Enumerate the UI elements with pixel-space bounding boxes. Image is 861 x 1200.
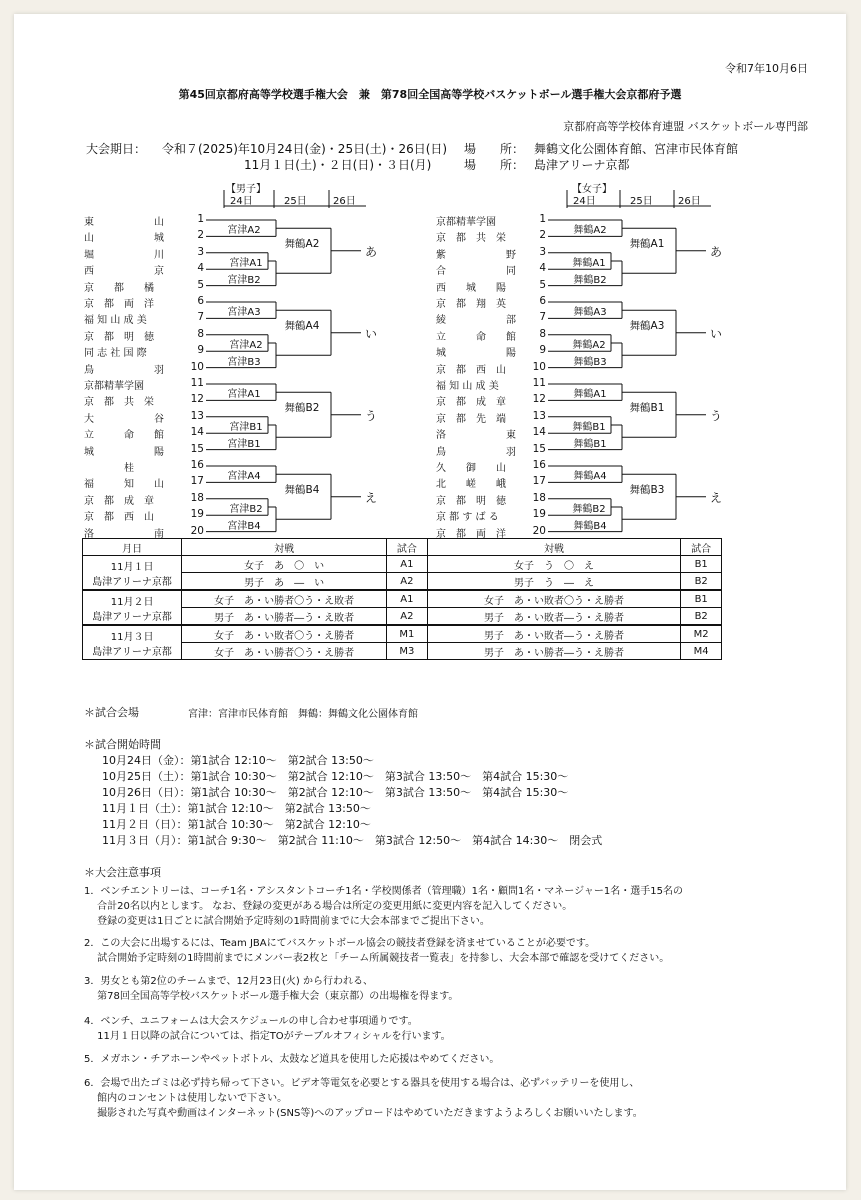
game-cell: A2 — [387, 608, 428, 626]
men-day-header: 24日 — [230, 196, 253, 207]
time-line: 11月３日（月）：第1試合 9:30～ 第2試合 11:10～ 第3試合 12:50～ 第4試合 14:30～ 閉会式 — [102, 834, 603, 847]
women-day-header: 26日 — [678, 196, 701, 207]
schedule-table — [82, 538, 722, 660]
women-seed-number: 9 — [539, 344, 546, 357]
men-r2-game: 宮津A1 — [227, 389, 261, 400]
match-cell: 男子 あ・い勝者―う・え勝者 — [427, 643, 681, 660]
men-r3-game: 舞鶴B2 — [284, 401, 320, 414]
men-seed-number: 17 — [190, 475, 204, 488]
men-seed-number: 5 — [197, 278, 204, 291]
women-team-name: 京 都 成 章 — [436, 397, 506, 409]
schedule-date-cell — [83, 625, 182, 660]
women-team-name: 京 都 共 栄 — [436, 233, 506, 245]
note-line: 登録の変更は1日ごとに試合開始予定時刻の1時間前までに大会本部までご提出下さい。 — [84, 916, 490, 927]
match-cell: 女子 あ・い敗者〇う・え勝者 — [427, 590, 681, 608]
women-seed-number: 15 — [532, 442, 546, 455]
women-bracket-label: 【女子】 — [572, 184, 612, 195]
note-2 — [84, 936, 669, 966]
men-r2-game: 宮津A4 — [227, 471, 261, 482]
women-r2-game: 舞鶴A1 — [573, 389, 607, 400]
match-cell: 女子 あ・い勝者〇う・え勝者 — [182, 643, 387, 660]
women-r1-game: 舞鶴A2 — [572, 339, 606, 351]
men-r1-game: 宮津B2 — [229, 503, 263, 515]
match-cell: 女子 う 〇 え — [427, 556, 681, 573]
men-day-header: 26日 — [333, 196, 356, 207]
match-cell: 男子 あ・い敗者―う・え勝者 — [427, 625, 681, 643]
women-team-name: 京 都 両 洋 — [436, 528, 506, 540]
women-seed-number: 7 — [539, 311, 546, 324]
women-bracket-lines — [14, 14, 846, 534]
women-r2-game: 舞鶴B1 — [573, 438, 607, 450]
men-bracket-label: 【男子】 — [226, 184, 266, 195]
match-cell: 男子 あ・い敗者―う・え勝者 — [427, 608, 681, 626]
note-4 — [84, 1014, 451, 1044]
women-r1-game: 舞鶴A1 — [572, 257, 606, 269]
note-line: 2．この大会に出場するには、Team JBAにてバスケットボール協会の競技者登録を済ませていることが必要です。 — [84, 938, 596, 949]
women-team-name: 京 都 翔 英 — [436, 299, 506, 310]
schedule-date-cell — [83, 590, 182, 625]
men-r2-game: 宮津B3 — [227, 356, 261, 368]
women-team-name: 京 都 明 徳 — [436, 495, 506, 507]
women-r2-game: 舞鶴A2 — [573, 225, 607, 236]
organizer: 京都府高等学校体育連盟 バスケットボール専門部 — [563, 120, 808, 133]
match-cell: 男子 う ― え — [427, 573, 681, 591]
men-r3-game: 舞鶴A2 — [284, 237, 320, 250]
men-team-name: 福 知 山 成 美 — [84, 315, 147, 327]
women-seed-number: 20 — [532, 524, 546, 537]
game-cell: B2 — [681, 573, 722, 591]
women-r1-game: 舞鶴B1 — [572, 421, 606, 433]
women-team-name: 京 都 西 山 — [436, 364, 506, 376]
note-line: 合計20名以内とします。 なお、登録の変更がある場合は所定の変更用紙に変更内容を記入してください。 — [84, 901, 573, 912]
time-line: 10月25日（土）：第1試合 10:30～ 第2試合 12:10～ 第3試合 13:50～ 第4試合 15:30～ — [102, 770, 569, 783]
time-line: 10月26日（日）：第1試合 10:30～ 第2試合 12:10～ 第3試合 13:50～ 第4試合 15:30～ — [102, 786, 569, 799]
women-seed-number: 19 — [532, 508, 546, 521]
women-seed-number: 6 — [539, 295, 546, 307]
document-page — [14, 14, 846, 1190]
women-seed-number: 16 — [532, 459, 546, 471]
men-team-name: 城 陽 — [84, 446, 164, 458]
game-cell: M3 — [387, 643, 428, 660]
venues-text: 宮津：宮津市民体育館 舞鶴：舞鶴文化公園体育館 — [188, 709, 418, 720]
note-line: 11月１日以降の試合については、指定TOがテーブルオフィシャルを行います。 — [84, 1031, 451, 1042]
venue-2: 島津アリーナ京都 — [534, 158, 630, 172]
women-seed-number: 14 — [532, 426, 546, 439]
match-cell: 男子 あ・い勝者―う・え敗者 — [182, 608, 387, 626]
period-line-1: 令和７(2025)年10月24日(金)・25日(土)・26日(日) — [162, 142, 448, 156]
men-team-name: 京 都 西 山 — [84, 512, 154, 524]
women-seed-number: 1 — [539, 213, 546, 225]
women-block-label: え — [709, 490, 722, 505]
women-seed-number: 17 — [532, 475, 546, 488]
women-r3-game: 舞鶴A1 — [629, 237, 665, 250]
men-seed-number: 16 — [190, 459, 204, 471]
men-r2-game: 宮津B1 — [227, 438, 261, 450]
note-6 — [84, 1076, 643, 1121]
note-5 — [84, 1052, 499, 1067]
men-team-name: 洛 南 — [84, 528, 164, 540]
note-line: 館内のコンセントは使用しないで下さい。 — [84, 1093, 288, 1104]
men-team-name: 東 山 — [84, 217, 164, 228]
schedule-venue: 島津アリーナ京都 — [92, 611, 172, 623]
schedule-date: 11月１日 — [110, 561, 154, 573]
venues-label: ＊試合会場 — [84, 706, 139, 719]
men-r2-game: 宮津B2 — [227, 274, 261, 286]
men-seed-number: 11 — [190, 377, 204, 389]
header-game-a: 試合 — [387, 539, 428, 556]
women-day-header: 25日 — [630, 196, 653, 207]
document-date: 令和7年10月6日 — [725, 62, 808, 75]
men-r3-game: 舞鶴B4 — [284, 483, 320, 496]
match-cell: 女子 あ・い勝者〇う・え敗者 — [182, 590, 387, 608]
women-block-label: う — [709, 408, 722, 423]
venue-label-2: 場 所： — [464, 158, 525, 172]
women-team-name: 洛 東 — [436, 430, 516, 442]
women-team-name: 綾 部 — [436, 315, 516, 327]
men-team-name: 山 城 — [84, 233, 164, 245]
women-r3-game: 舞鶴B1 — [629, 401, 665, 414]
men-seed-number: 10 — [190, 360, 204, 373]
men-team-name: 堀 川 — [84, 249, 164, 261]
header-date: 月日 — [83, 539, 182, 556]
men-block-label: え — [364, 490, 377, 505]
men-team-name: 鳥 羽 — [84, 364, 164, 376]
men-team-name: 同 志 社 国 際 — [84, 348, 147, 360]
women-team-name: 立 命 館 — [436, 331, 516, 343]
men-seed-number: 18 — [190, 491, 204, 504]
header-match-b: 対戦 — [427, 539, 681, 556]
men-team-name: 立 命 館 — [84, 430, 164, 442]
women-seed-number: 13 — [532, 409, 546, 422]
men-team-name: 京 都 共 栄 — [84, 397, 154, 409]
note-line: 4．ベンチ、ユニフォームは大会スケジュールの申し合わせ事項通りです。 — [84, 1016, 418, 1027]
women-team-name: 北 嵯 峨 — [436, 479, 506, 491]
match-cell: 男子 あ ― い — [182, 573, 387, 591]
men-team-name: 京 都 明 徳 — [84, 331, 154, 343]
note-line: 5．メガホン・チアホーンやペットボトル、太鼓など道具を使用した応援はやめてください。 — [84, 1054, 500, 1065]
game-cell: M4 — [681, 643, 722, 660]
men-seed-number: 15 — [190, 442, 204, 455]
women-team-name: 京都精華学園 — [436, 217, 496, 228]
men-seed-number: 8 — [197, 327, 204, 340]
schedule-venue: 島津アリーナ京都 — [92, 646, 172, 658]
women-r3-game: 舞鶴A3 — [629, 319, 665, 332]
note-line: 1．ベンチエントリーは、コーチ1名・アシスタントコーチ1名・学校関係者（管理職）1名・顧問1名・マネージャー1名・選手15名の — [84, 886, 683, 897]
men-block-label: う — [364, 408, 377, 423]
women-block-label: い — [709, 326, 722, 341]
times-label: ＊試合開始時間 — [84, 738, 161, 751]
men-seed-number: 1 — [197, 213, 204, 225]
schedule-date-cell — [83, 556, 182, 591]
game-cell: M1 — [387, 625, 428, 643]
note-line: 第78回全国高等学校バスケットボール選手権大会（東京都）の出場権を得ます。 — [84, 991, 459, 1002]
men-seed-number: 14 — [190, 426, 204, 439]
women-team-name: 京 都 す ば る — [436, 512, 499, 524]
schedule-venue: 島津アリーナ京都 — [92, 576, 172, 588]
women-seed-number: 8 — [539, 327, 546, 340]
women-team-name: 福 知 山 成 美 — [436, 381, 499, 392]
note-1 — [84, 884, 683, 929]
game-cell: A1 — [387, 556, 428, 573]
header-game-b: 試合 — [681, 539, 722, 556]
women-seed-number: 3 — [539, 245, 546, 258]
men-team-name: 大 谷 — [84, 413, 164, 425]
men-seed-number: 6 — [197, 295, 204, 307]
match-cell: 女子 あ 〇 い — [182, 556, 387, 573]
women-team-name: 城 陽 — [436, 348, 516, 360]
women-seed-number: 11 — [532, 377, 546, 389]
men-seed-number: 3 — [197, 245, 204, 258]
men-seed-number: 20 — [190, 524, 204, 537]
men-seed-number: 7 — [197, 311, 204, 324]
note-line: 6．会場で出たゴミは必ず持ち帰って下さい。ビデオ等電気を必要とする器具を使用する場合は、必ずバッテリーを使用し、 — [84, 1078, 640, 1089]
game-cell: B1 — [681, 590, 722, 608]
game-cell: B2 — [681, 608, 722, 626]
women-team-name: 合 同 — [436, 266, 516, 278]
note-line: 撮影された写真や動画はインターネット(SNS等)へのアップロードはやめていただきますようよろしくお願いいたします。 — [84, 1108, 643, 1119]
men-team-name: 福 知 山 — [84, 479, 164, 491]
women-seed-number: 4 — [539, 262, 546, 275]
time-line: 11月１日（土）：第1試合 12:10～ 第2試合 13:50～ — [102, 802, 371, 815]
men-block-label: い — [364, 326, 377, 341]
women-r2-game: 舞鶴A3 — [573, 307, 607, 318]
men-seed-number: 19 — [190, 508, 204, 521]
game-cell: M2 — [681, 625, 722, 643]
men-team-name: 京 都 両 洋 — [84, 299, 154, 310]
men-block-label: あ — [364, 244, 377, 259]
women-r2-game: 舞鶴B4 — [573, 520, 607, 532]
time-line: 11月２日（日）：第1試合 10:30～ 第2試合 12:10～ — [102, 818, 371, 831]
note-3 — [84, 974, 458, 1004]
schedule-row — [83, 625, 722, 643]
women-day-header: 24日 — [573, 196, 596, 207]
men-r1-game: 宮津B1 — [229, 421, 263, 433]
schedule-row — [83, 590, 722, 608]
women-r2-game: 舞鶴B3 — [573, 356, 607, 368]
men-team-name: 桂 — [84, 463, 134, 474]
men-r1-game: 宮津A2 — [229, 339, 263, 351]
men-team-name: 京 都 橘 — [84, 282, 154, 294]
schedule-row — [83, 556, 722, 573]
period-line-2: 11月１日(土)・２日(日)・３日(月) — [244, 158, 432, 172]
match-cell: 女子 あ・い敗者〇う・え勝者 — [182, 625, 387, 643]
men-seed-number: 13 — [190, 409, 204, 422]
women-team-name: 西 城 陽 — [436, 282, 506, 294]
men-seed-number: 2 — [197, 229, 204, 242]
game-cell: A2 — [387, 573, 428, 591]
women-team-name: 京 都 先 端 — [436, 413, 506, 425]
men-r2-game: 宮津A3 — [227, 307, 261, 318]
women-seed-number: 12 — [532, 393, 546, 406]
period-label: 大会期日： — [86, 142, 147, 156]
men-r2-game: 宮津B4 — [227, 520, 261, 532]
men-r1-game: 宮津A1 — [229, 257, 263, 269]
women-team-name: 紫 野 — [436, 249, 516, 261]
women-r2-game: 舞鶴B2 — [573, 274, 607, 286]
men-day-header: 25日 — [284, 196, 307, 207]
women-team-name: 久 御 山 — [436, 463, 506, 474]
women-seed-number: 18 — [532, 491, 546, 504]
men-seed-number: 4 — [197, 262, 204, 275]
document-title: 第45回京都府高等学校選手権大会 兼 第78回全国高等学校バスケットボール選手権大会京都府予選 — [178, 88, 682, 101]
men-r3-game: 舞鶴A4 — [284, 319, 320, 332]
game-cell: B1 — [681, 556, 722, 573]
men-seed-number: 9 — [197, 344, 204, 357]
men-team-name: 西 京 — [84, 266, 164, 278]
note-line: 試合開始予定時刻の1時間前までにメンバー表2枚と「チーム所属競技者一覧表」を持参し、大会本部で確認を受けてください。 — [84, 953, 670, 964]
women-r1-game: 舞鶴B2 — [572, 503, 606, 515]
women-seed-number: 10 — [532, 360, 546, 373]
men-r2-game: 宮津A2 — [227, 225, 261, 236]
schedule-date: 11月２日 — [110, 596, 154, 608]
women-block-label: あ — [709, 244, 722, 259]
women-seed-number: 5 — [539, 278, 546, 291]
game-cell: A1 — [387, 590, 428, 608]
venue-label-1: 場 所： — [464, 142, 525, 156]
note-line: 3．男女とも第2位のチームまで、12月23日(火) から行われる、 — [84, 976, 373, 987]
venue-1: 舞鶴文化公園体育館、宮津市民体育館 — [534, 142, 739, 156]
header-match-a: 対戦 — [182, 539, 387, 556]
men-team-name: 京 都 成 章 — [84, 495, 154, 507]
women-team-name: 鳥 羽 — [436, 446, 516, 458]
notes-label: ＊大会注意事項 — [84, 866, 161, 879]
men-team-name: 京都精華学園 — [84, 381, 144, 392]
schedule-date: 11月３日 — [110, 631, 154, 643]
women-r3-game: 舞鶴B3 — [629, 483, 665, 496]
men-seed-number: 12 — [190, 393, 204, 406]
women-r2-game: 舞鶴A4 — [573, 471, 607, 482]
time-line: 10月24日（金）：第1試合 12:10～ 第2試合 13:50～ — [102, 754, 374, 767]
women-seed-number: 2 — [539, 229, 546, 242]
